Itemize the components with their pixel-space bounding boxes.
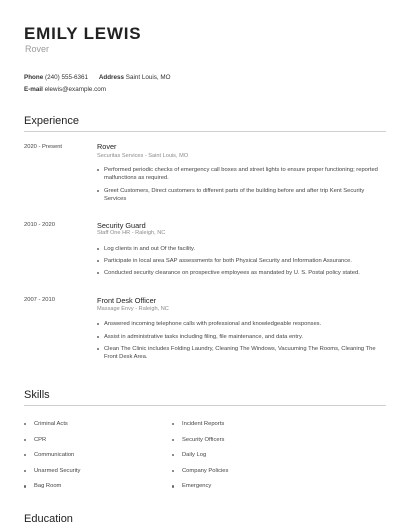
list-item: Answered incoming telephone calls with professional and knowledgeable responses. xyxy=(97,320,387,328)
job-dates: 2010 - 2020 xyxy=(24,222,55,228)
skills-divider xyxy=(24,405,386,406)
contact-line-2 xyxy=(24,86,106,93)
list-item: Conducted security clearance on prospective employees as mandated by U. S. Postal policy stated. xyxy=(97,269,387,277)
phone-label: Phone xyxy=(24,74,44,81)
phone-value: (240) 555-6361 xyxy=(45,74,89,81)
experience-divider xyxy=(24,131,386,132)
skills-list-right xyxy=(172,420,352,498)
skill-item: Company Policies xyxy=(172,467,352,483)
education-heading: Education xyxy=(24,513,73,525)
job-title: Security Guard xyxy=(97,221,146,230)
candidate-name: EMILY LEWIS xyxy=(24,24,142,43)
skill-item: Incident Reports xyxy=(172,420,352,436)
skill-item: Criminal Acts xyxy=(24,420,204,436)
skill-item: Unarmed Security xyxy=(24,467,204,483)
skill-item: Bag Room xyxy=(24,482,204,498)
skill-item: Daily Log xyxy=(172,451,352,467)
job-title: Rover xyxy=(97,142,117,151)
list-item: Assist in administrative tasks including filing, file maintenance, and data entry. xyxy=(97,333,387,341)
job-dates: 2020 - Present xyxy=(24,144,63,150)
email-value: elewis@example.com xyxy=(44,86,106,93)
address-label: Address xyxy=(98,74,125,81)
skills-heading: Skills xyxy=(24,389,50,401)
address-value: Saint Louis, MO xyxy=(125,74,171,81)
job-company: Securitas Services - Saint Louis, MO xyxy=(97,153,189,159)
list-item: Participate in local area SAP assessments for both Physical Security and Information Assurance. xyxy=(97,257,387,265)
job-company: Staff One HR - Raleigh, NC xyxy=(97,230,166,236)
list-item: Clean The Clinic includes Folding Laundry, Cleaning The Windows, Vacuuming The Rooms, Cleaning The Front Desk Area. xyxy=(97,345,387,361)
list-item: Performed periodic checks of emergency call boxes and street lights to ensure proper functioning; reported malfunctions as required. xyxy=(97,166,387,182)
contact-line-1 xyxy=(24,74,171,81)
job-dates: 2007 - 2010 xyxy=(24,297,55,303)
skill-item: Emergency xyxy=(172,482,352,498)
skill-item: Security Officers xyxy=(172,436,352,452)
experience-heading: Experience xyxy=(24,115,80,127)
list-item: Greet Customers, Direct customers to different parts of the building before and after trip Kent Security Services xyxy=(97,187,387,203)
job-title: Front Desk Officer xyxy=(97,296,157,305)
candidate-title: Rover xyxy=(25,44,50,54)
job-company: Massage Envy - Raleigh, NC xyxy=(97,306,169,312)
list-item: Log clients in and out Of the facility. xyxy=(97,245,387,253)
skill-item: Communication xyxy=(24,451,204,467)
email-label: E-mail xyxy=(24,86,43,93)
skill-item: CPR xyxy=(24,436,204,452)
